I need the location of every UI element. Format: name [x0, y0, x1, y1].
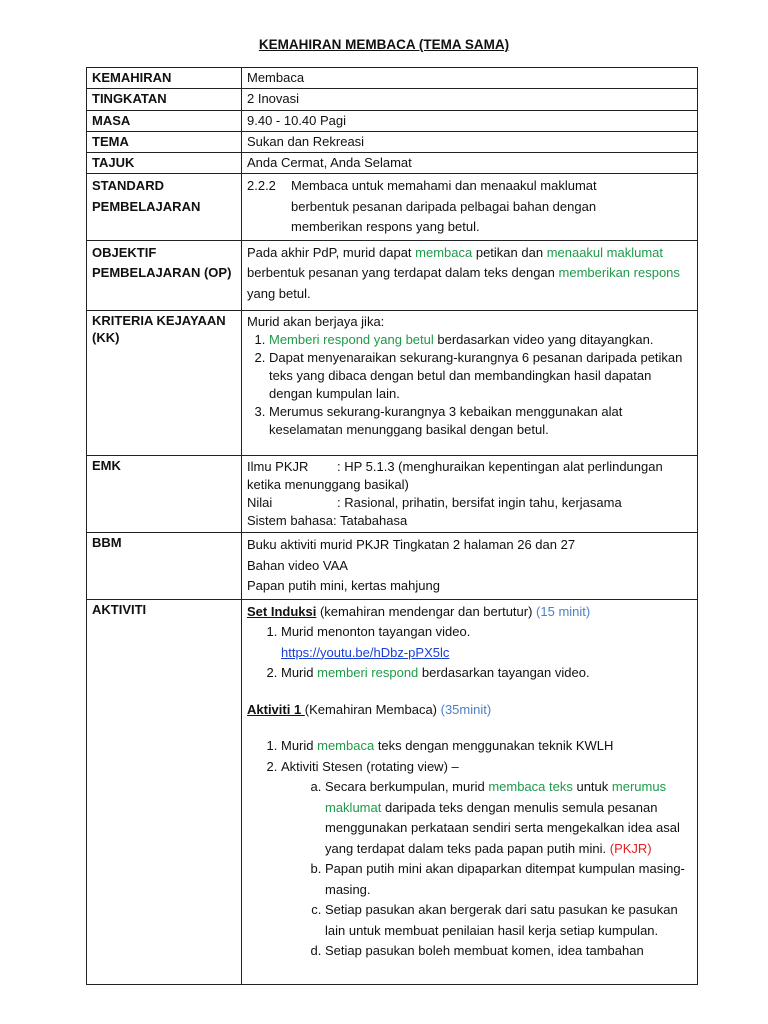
- aktiviti-1-time: (35minit): [440, 701, 492, 717]
- row-value: Anda Cermat, Anda Selamat: [242, 153, 698, 174]
- activity-keyword: membaca: [317, 738, 375, 754]
- row-value: [242, 311, 698, 456]
- table-row: [87, 456, 698, 533]
- station-sub-list: [247, 777, 692, 962]
- video-link[interactable]: https://youtu.be/hDbz-pPX5lc: [281, 644, 450, 660]
- lesson-plan-table: [86, 67, 698, 985]
- standard-text: memberikan respons yang betul.: [291, 219, 480, 235]
- label-line: OBJEKTIF: [92, 244, 157, 260]
- set-induksi-title: Set Induksi: [247, 603, 317, 619]
- emk-value: Sistem bahasa: Tatabahasa: [247, 513, 408, 529]
- row-label: TINGKATAN: [87, 89, 242, 110]
- activity-text: Aktiviti Stesen (rotating view) –: [281, 758, 459, 774]
- list-item: [281, 736, 692, 757]
- bbm-item: Papan putih mini, kertas mahjung: [247, 578, 440, 594]
- aktiviti-1-title: Aktiviti 1: [247, 701, 305, 717]
- row-label: KEMAHIRAN: [87, 68, 242, 89]
- table-row: [87, 599, 698, 984]
- objective-keyword: menaakul maklumat: [546, 244, 664, 260]
- emk-value: : HP 5.1.3 (menghuraikan kepentingan alat perlindungan ketika menunggang basikal): [247, 459, 663, 493]
- table-row: [87, 131, 698, 152]
- table-row: [87, 311, 698, 456]
- activity-text: berdasarkan tayangan video.: [418, 665, 590, 681]
- list-item: [281, 622, 692, 663]
- activity-text: Murid menonton tayangan video.: [281, 624, 471, 640]
- label-line: PEMBELAJARAN: [92, 198, 201, 214]
- standard-code: 2.2.2: [247, 178, 276, 194]
- table-row: [87, 89, 698, 110]
- criteria-list: [247, 331, 692, 439]
- bbm-item: Bahan video VAA: [247, 557, 348, 573]
- row-value: [242, 599, 698, 984]
- activity-text: Murid: [281, 665, 318, 681]
- aktiviti-1-desc: (Kemahiran Membaca): [304, 701, 441, 717]
- activity-keyword: merumus maklumat: [325, 779, 667, 815]
- row-label: KRITERIA KEJAYAAN (KK): [87, 311, 242, 456]
- list-item: b. Papan putih mini akan dipaparkan ditempat kumpulan masing-masing.: [325, 859, 692, 900]
- row-label: TEMA: [87, 131, 242, 152]
- criteria-intro: Murid akan berjaya jika:: [247, 314, 385, 330]
- objective-keyword: memberikan respons: [558, 265, 680, 281]
- row-value: [242, 240, 698, 311]
- table-row: [87, 174, 698, 241]
- activity-text: untuk: [572, 779, 612, 795]
- list-item: [281, 663, 692, 684]
- list-item: [281, 757, 692, 778]
- bbm-item: Buku aktiviti murid PKJR Tingkatan 2 halaman 26 dan 27: [247, 537, 576, 553]
- row-label: EMK: [87, 456, 242, 533]
- row-label: TAJUK: [87, 153, 242, 174]
- activity-keyword: membaca teks: [488, 779, 573, 795]
- row-value: 2 Inovasi: [242, 89, 698, 110]
- list-item: d. Setiap pasukan boleh membuat komen, idea tambahan: [325, 941, 692, 962]
- row-label: [87, 174, 242, 241]
- list-item: [269, 331, 692, 349]
- standard-text: Membaca untuk memahami dan menaakul maklumat: [291, 178, 597, 194]
- list-item: c. Setiap pasukan akan bergerak dari satu pasukan ke pasukan lain untuk membuat penilaian hasil kerja setiap kumpulan.: [325, 900, 692, 941]
- objective-text: berbentuk pesanan yang terdapat dalam teks dengan: [247, 265, 559, 281]
- emk-key: Nilai: [247, 495, 273, 511]
- emk-value: : Rasional, prihatin, bersifat ingin tahu, kerjasama: [337, 495, 622, 511]
- row-value: Sukan dan Rekreasi: [242, 131, 698, 152]
- set-induksi-list: [247, 622, 692, 684]
- pkjr-tag: (PKJR): [609, 840, 652, 856]
- emk-key: Ilmu PKJR: [247, 459, 309, 475]
- activity-text: daripada teks dengan menulis semula pesanan menggunakan perkataan sendiri serta mengekalkan idea asal yang terdapat dalam teks pada papan putih mini.: [325, 799, 680, 856]
- activity-text: Secara berkumpulan, murid: [325, 779, 489, 795]
- row-value: Membaca: [242, 68, 698, 89]
- list-item: 2. Dapat menyenaraikan sekurang-kurangnya 6 pesanan daripada petikan teks yang dibaca dengan betul dan membandingkan hasil dapatan dengan kumpulan lain.: [269, 349, 692, 403]
- table-row: [87, 110, 698, 131]
- standard-text: berbentuk pesanan daripada pelbagai bahan dengan: [291, 198, 597, 214]
- page-title: KEMAHIRAN MEMBACA (TEMA SAMA): [258, 37, 510, 52]
- aktiviti-1-list: [247, 736, 692, 777]
- label-line: PEMBELAJARAN (OP): [92, 265, 232, 281]
- objective-text: yang betul.: [247, 285, 311, 301]
- table-row: [87, 240, 698, 311]
- row-label: MASA: [87, 110, 242, 131]
- row-label: BBM: [87, 533, 242, 600]
- row-value: [242, 533, 698, 600]
- set-induksi-desc: (kemahiran mendengar dan bertutur): [316, 603, 537, 619]
- row-label: AKTIVITI: [87, 599, 242, 984]
- row-value: [242, 456, 698, 533]
- row-value: 9.40 - 10.40 Pagi: [242, 110, 698, 131]
- label-line: STANDARD: [92, 178, 164, 194]
- list-item: [325, 777, 692, 859]
- objective-text: petikan dan: [472, 244, 547, 260]
- objective-text: Pada akhir PdP, murid dapat: [247, 244, 416, 260]
- list-item: 3. Merumus sekurang-kurangnya 3 kebaikan menggunakan alat keselamatan menunggang basikal dengan betul.: [269, 403, 692, 439]
- row-label: [87, 240, 242, 311]
- activity-keyword: memberi respond: [317, 665, 419, 681]
- table-row: [87, 68, 698, 89]
- objective-keyword: membaca: [415, 244, 473, 260]
- table-row: [87, 153, 698, 174]
- activity-text: Murid: [281, 738, 318, 754]
- criteria-text: berdasarkan video yang ditayangkan.: [433, 332, 654, 348]
- table-row: [87, 533, 698, 600]
- criteria-keyword: Memberi respond yang betul: [269, 332, 434, 348]
- row-value: [242, 174, 698, 241]
- activity-text: teks dengan menggunakan teknik KWLH: [374, 738, 614, 754]
- set-induksi-time: (15 minit): [536, 603, 591, 619]
